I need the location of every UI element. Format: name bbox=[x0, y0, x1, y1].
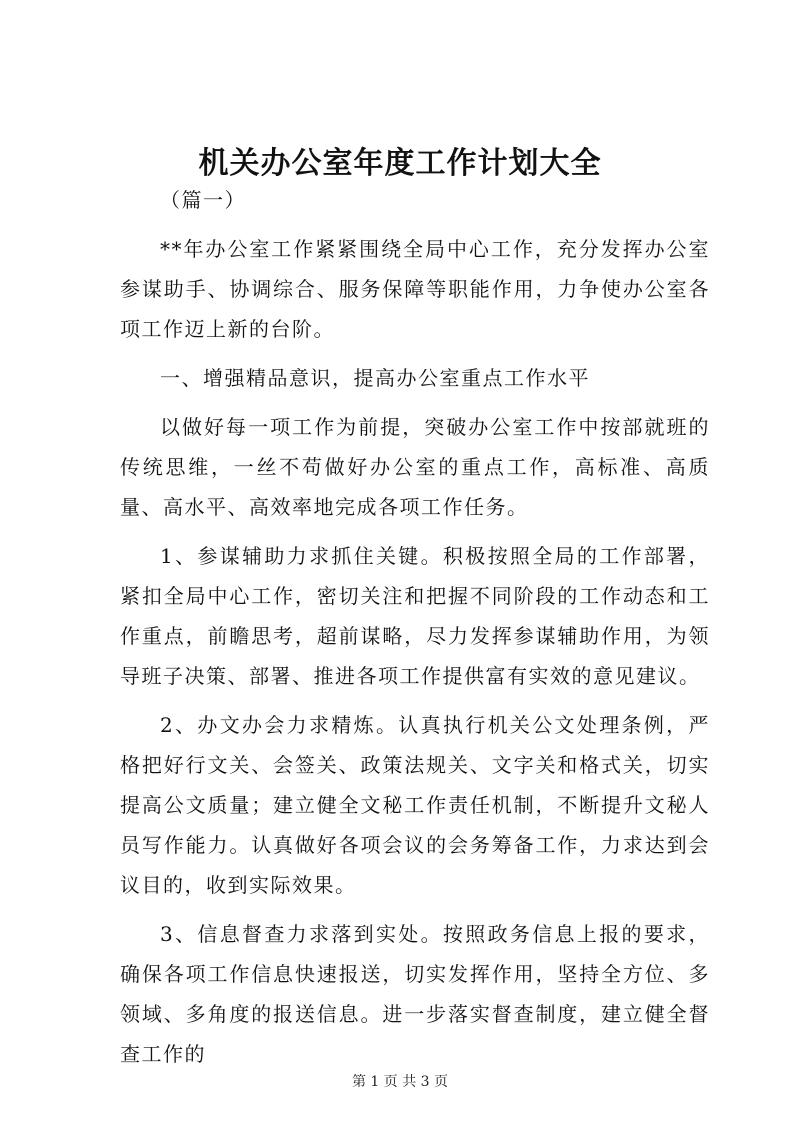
body-paragraph: 3、信息督查力求落到实处。按照政务信息上报的要求，确保各项工作信息快速报送，切实发挥作用，坚持全方位、多领域、多角度的报送信息。进一步落实督查制度，建立健全督查工作的 bbox=[120, 922, 710, 1066]
body-paragraph: 1、参谋辅助力求抓住关键。积极按照全局的工作部署，紧扣全局中心工作，密切关注和把握不同阶段的工作动态和工作重点，前瞻思考，超前谋略，尽力发挥参谋辅助作用，为领导班子决策、部署、推进各项工作提供富有实效的意见建议。 bbox=[120, 544, 710, 688]
intro-paragraph: **年办公室工作紧紧围绕全局中心工作，充分发挥办公室参谋助手、协调综合、服务保障等职能作用，力争使办公室各项工作迈上新的台阶。 bbox=[120, 237, 710, 341]
page-number-footer: 第 1 页 共 3 页 bbox=[351, 1074, 449, 1090]
section-heading: 一、增强精品意识，提高办公室重点工作水平 bbox=[160, 366, 590, 390]
body-paragraph: 2、办文办会力求精炼。认真执行机关公文处理条例，严格把好行文关、会签关、政策法规关、文字关和格式关，切实提高公文质量；建立健全文秘工作责任机制，不断提升文秘人员写作能力。认真做好各项会议的会务筹备工作，力求达到会议目的，收到实际效果。 bbox=[120, 713, 710, 897]
section-label: （篇一） bbox=[160, 188, 246, 212]
body-paragraph: 以做好每一项工作为前提，突破办公室工作中按部就班的传统思维，一丝不苟做好办公室的重点工作，高标准、高质量、高水平、高效率地完成各项工作任务。 bbox=[120, 415, 710, 519]
document-body bbox=[120, 180, 710, 1074]
document-title: 机关办公室年度工作计划大全 bbox=[198, 146, 602, 181]
